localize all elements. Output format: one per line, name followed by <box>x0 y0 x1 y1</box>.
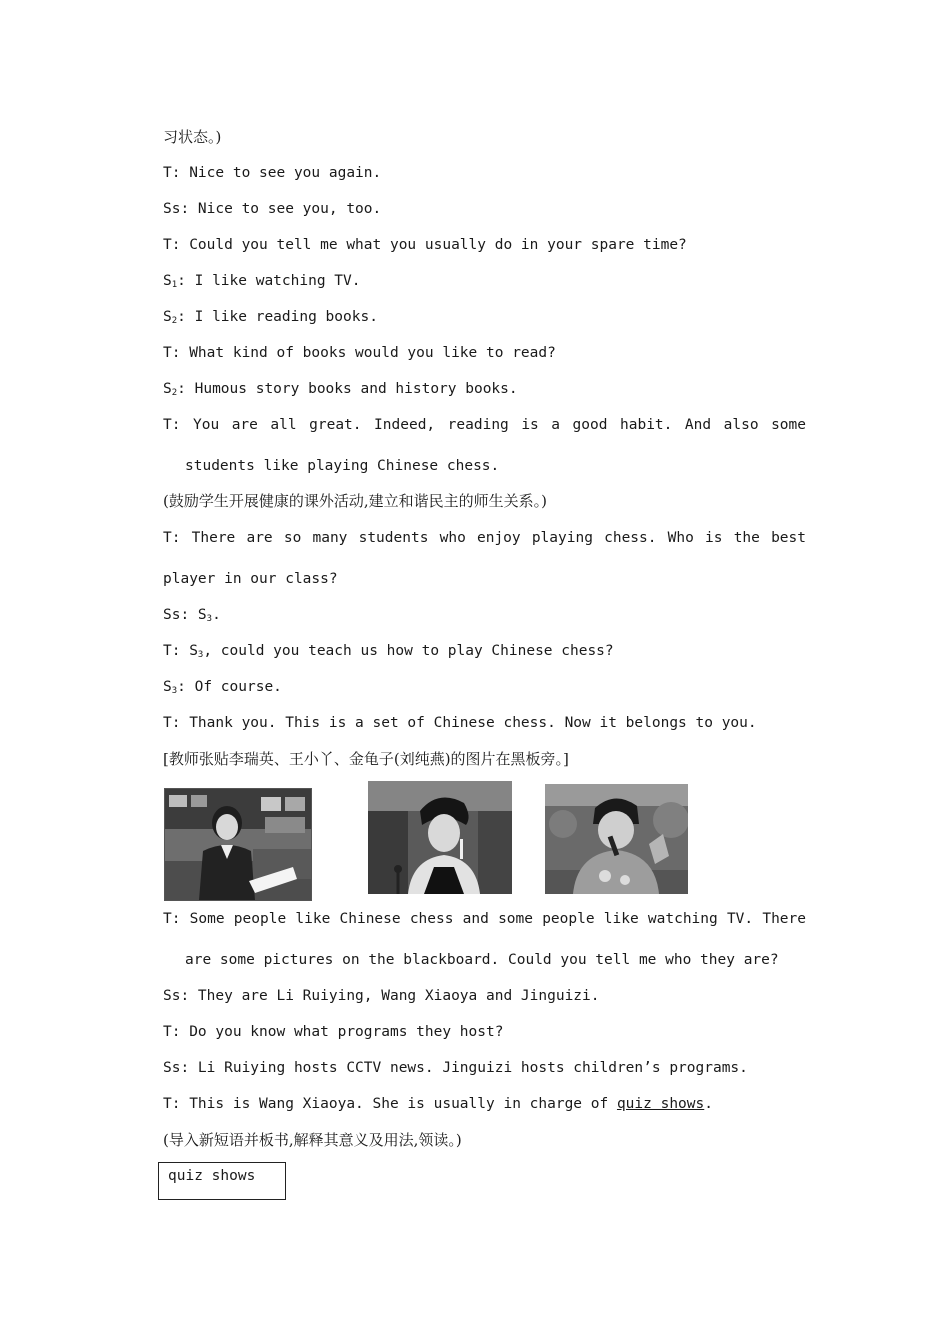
dialogue-line: T: This is Wang Xiaoya. She is usually in charge of quiz shows. <box>163 1096 713 1112</box>
board-writing-box <box>158 1162 286 1200</box>
text-line: [教师张贴李瑞英、王小丫、金龟子(刘纯燕)的图片在黑板旁。] <box>163 750 569 768</box>
dialogue-line: T: Thank you. This is a set of Chinese chess. Now it belongs to you. <box>163 715 757 731</box>
text-line: (导入新短语并板书,解释其意义及用法,领读。) <box>163 1131 462 1149</box>
underlined-phrase: quiz shows <box>616 1096 705 1112</box>
dialogue-line: T: Some people like Chinese chess and some people like watching TV. There <box>163 911 806 927</box>
text-line: 习状态。) <box>163 128 222 146</box>
dialogue-line: Ss: Li Ruiying hosts CCTV news. Jinguizi hosts children’s programs. <box>163 1060 748 1076</box>
dialogue-line: $S_1$: I like watching TV. <box>163 273 361 290</box>
dialogue-line: T: $S_3$, could you teach us how to play Chinese chess? <box>163 643 614 660</box>
dialogue-line: T: Nice to see you again. <box>163 165 382 181</box>
dialogue-line: are some pictures on the blackboard. Could you tell me who they are? <box>185 952 779 968</box>
photo-news-anchor <box>164 788 312 901</box>
dialogue-line: player in our class? <box>163 571 338 587</box>
dialogue-line: T: What kind of books would you like to read? <box>163 345 556 361</box>
text-line: (鼓励学生开展健康的课外活动,建立和谐民主的师生关系。) <box>163 492 547 510</box>
dialogue-line: $S_2$: Humous story books and history books. <box>163 381 518 398</box>
dialogue-line: $S_3$: Of course. <box>163 679 282 696</box>
dialogue-line: Ss: Nice to see you, too. <box>163 201 382 217</box>
dialogue-line: T: Do you know what programs they host? <box>163 1024 504 1040</box>
dialogue-line: students like playing Chinese chess. <box>185 458 500 474</box>
dialogue-line: T: There are so many students who enjoy playing chess. Who is the best <box>163 530 806 546</box>
board-phrase: quiz shows <box>168 1168 256 1184</box>
dialogue-line: Ss: $S_3$. <box>163 607 221 624</box>
photo-host-jinguizi <box>545 784 688 894</box>
dialogue-line: Ss: They are Li Ruiying, Wang Xiaoya and Jinguizi. <box>163 988 600 1004</box>
photo-host-wang-xiaoya <box>368 781 512 894</box>
dialogue-line: T: Could you tell me what you usually do in your spare time? <box>163 237 687 253</box>
dialogue-line: T: You are all great. Indeed, reading is a good habit. And also some <box>163 417 806 433</box>
dialogue-line: $S_2$: I like reading books. <box>163 309 378 326</box>
